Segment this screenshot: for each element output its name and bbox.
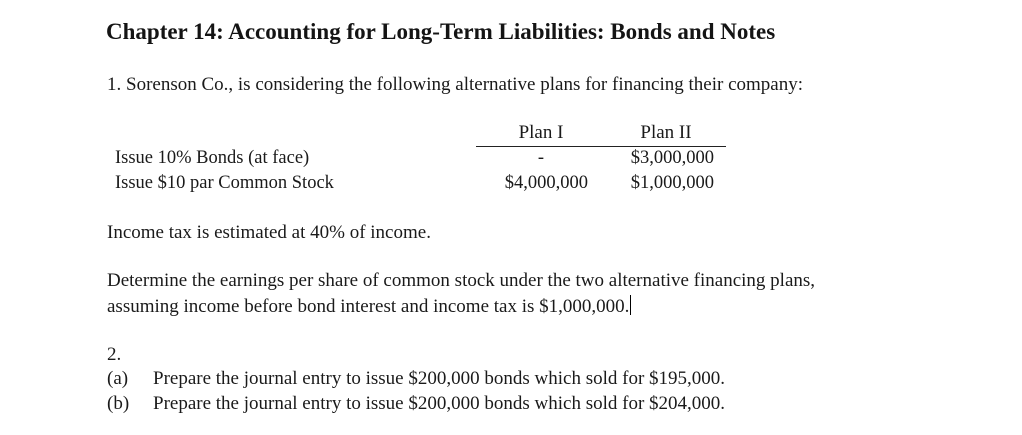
part-a-text: Prepare the journal entry to issue $200,000 bonds which sold for $195,000. xyxy=(153,368,726,389)
part-b-text: Prepare the journal entry to issue $200,000 bonds which sold for $204,000. xyxy=(153,393,726,414)
question-2-number: 2. xyxy=(107,344,122,365)
tax-note: Income tax is estimated at 40% of income. xyxy=(107,222,431,243)
part-a-label: (a) xyxy=(107,368,129,389)
row-stock-plan-2: $1,000,000 xyxy=(630,173,714,193)
row-bonds-label: Issue 10% Bonds (at face) xyxy=(115,148,310,168)
row-bonds-plan-1: - xyxy=(537,148,545,168)
question-1-intro: 1. Sorenson Co., is considering the following alternative plans for financing their company: xyxy=(107,74,803,95)
row-stock-plan-1: $4,000,000 xyxy=(504,173,588,193)
row-stock-label: Issue $10 par Common Stock xyxy=(115,173,334,193)
plan-2-header: Plan II xyxy=(640,122,692,143)
plan-1-header: Plan I xyxy=(518,122,564,143)
part-b-label: (b) xyxy=(107,393,130,414)
determine-line-2[interactable] xyxy=(107,295,631,318)
text-cursor xyxy=(630,295,631,315)
chapter-title: Chapter 14: Accounting for Long-Term Liabilities: Bonds and Notes xyxy=(106,19,776,44)
determine-line-2-text: assuming income before bond interest and income tax is $1,000,000. xyxy=(107,296,630,317)
table-header-underline xyxy=(476,146,726,147)
determine-line-1: Determine the earnings per share of common stock under the two alternative financing plans, xyxy=(107,270,816,291)
row-bonds-plan-2: $3,000,000 xyxy=(630,148,714,168)
